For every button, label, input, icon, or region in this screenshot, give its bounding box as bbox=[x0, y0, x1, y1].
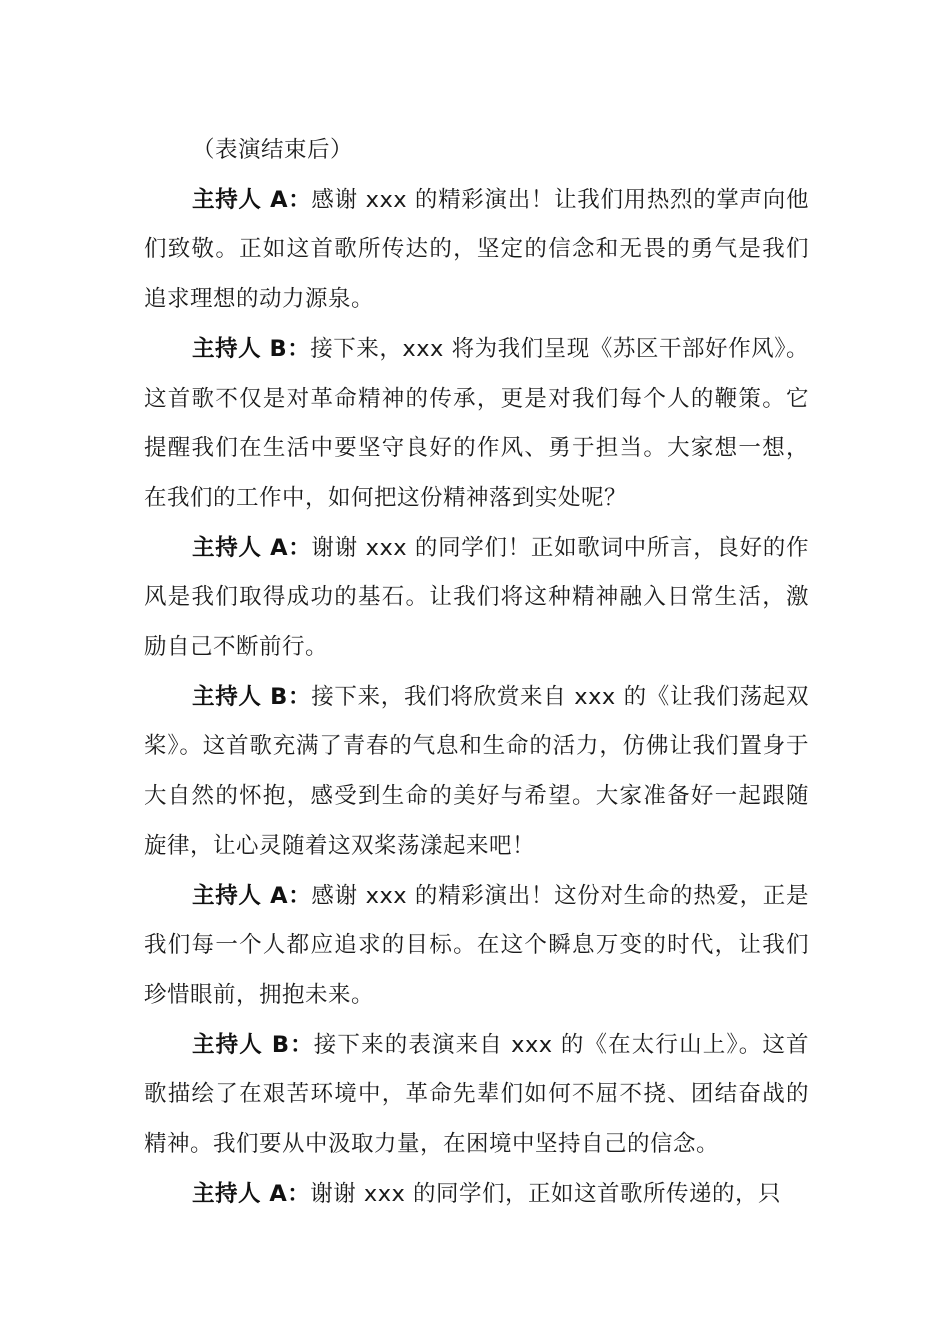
dialogue-paragraph bbox=[144, 673, 809, 872]
speaker-label: 主持人 B： bbox=[192, 683, 312, 710]
speaker-label: 主持人 A： bbox=[192, 534, 312, 561]
stage-direction: （表演结束后） bbox=[192, 137, 354, 163]
dialogue-text: 谢谢 xxx 的同学们！正如歌词中所言，良好的作风是我们取得成功的基石。让我们将这种精神融入日常生活，激励自己不断前行。 bbox=[144, 534, 809, 661]
dialogue-paragraph bbox=[144, 176, 809, 325]
speaker-label: 主持人 B： bbox=[192, 335, 311, 362]
speaker-label: 主持人 A： bbox=[192, 882, 312, 909]
speaker-label: 主持人 B： bbox=[192, 1031, 314, 1058]
dialogue-paragraph bbox=[144, 524, 809, 673]
speaker-label: 主持人 A： bbox=[192, 186, 312, 213]
dialogue-paragraph bbox=[144, 1170, 809, 1220]
dialogue-text: 谢谢 xxx 的同学们，正如这首歌所传递的，只 bbox=[310, 1180, 782, 1207]
dialogue-text: 接下来，xxx 将为我们呈现《苏区干部好作风》。这首歌不仅是对革命精神的传承，更是对我们每个人的鞭策。它提醒我们在生活中要坚守良好的作风、勇于担当。大家想一想，在我们的工作中，如何把这份精神落到实处呢？ bbox=[144, 335, 809, 511]
dialogue-paragraph bbox=[144, 325, 809, 524]
document-body bbox=[144, 126, 809, 1219]
dialogue-text: 接下来，我们将欣赏来自 xxx 的《让我们荡起双桨》。这首歌充满了青春的气息和生命的活力，仿佛让我们置身于大自然的怀抱，感受到生命的美好与希望。大家准备好一起跟随旋律，让心灵随着这双桨荡漾起来吧！ bbox=[144, 683, 809, 859]
dialogue-text: 感谢 xxx 的精彩演出！让我们用热烈的掌声向他们致敬。正如这首歌所传达的，坚定的信念和无畏的勇气是我们追求理想的动力源泉。 bbox=[144, 186, 809, 313]
speaker-label: 主持人 A： bbox=[192, 1180, 311, 1207]
dialogue-text: 感谢 xxx 的精彩演出！这份对生命的热爱，正是我们每一个人都应追求的目标。在这个瞬息万变的时代，让我们珍惜眼前，拥抱未来。 bbox=[144, 882, 809, 1008]
dialogue-paragraph bbox=[144, 1021, 809, 1170]
dialogue-text: 接下来的表演来自 xxx 的《在太行山上》。这首歌描绘了在艰苦环境中，革命先辈们如何不屈不挠、团结奋战的精神。我们要从中汲取力量，在困境中坚持自己的信念。 bbox=[144, 1031, 809, 1158]
dialogue-paragraph bbox=[144, 872, 809, 1021]
